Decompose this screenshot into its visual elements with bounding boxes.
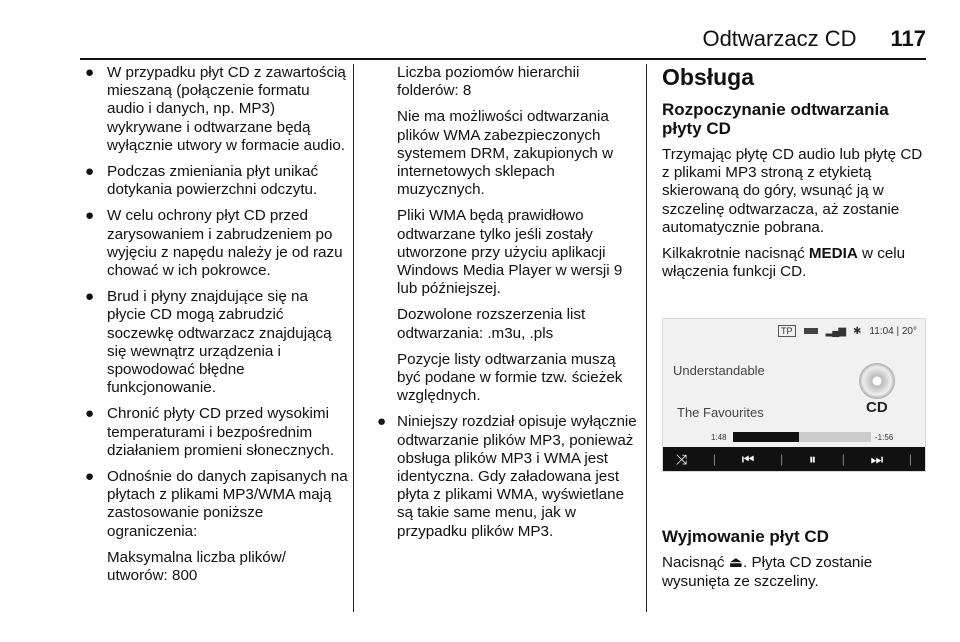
eject-icon: ⏏ <box>728 554 744 572</box>
clock: 11:04 <box>869 325 894 337</box>
column-divider <box>353 64 354 612</box>
playback-controls: ⤨ | ⏮ | ⏸ | ⏭ | <box>663 447 925 471</box>
paragraph: Liczba poziomów hierarchii folderów: 8 <box>397 64 580 100</box>
paragraph: Pozycje listy odtwarzania muszą być podane w formie tzw. ścieżek względnych. <box>397 350 623 405</box>
paragraph: Nie ma możliwości odtwarzania plików WMA zabezpieczonych systemem DRM, zakupionych w internetowych sklepach muzycznych. <box>397 108 614 199</box>
progress-fill <box>733 432 799 442</box>
bullet-list <box>80 64 350 541</box>
paragraph: Pliki WMA będą prawidłowo odtwarzane tylko jeśli zostały utworzone przy użyciu aplikacji Windows Media Player w wersji 9 lub późniejszej. <box>397 207 623 298</box>
column-1 <box>80 64 350 593</box>
battery-icon <box>804 328 818 334</box>
previous-icon[interactable]: ⏮ <box>741 450 755 467</box>
album-title: The Favourites <box>677 405 764 420</box>
paragraph: Trzymając płytę CD audio lub płytę CD z plikami MP3 stroną z etykietą skierowaną do góry, wsunąć ją w szczelinę odtwarzacza, aż zostanie automatycznie pobrana. <box>662 146 923 236</box>
list-item: ● Podczas zmieniania płyt unikać dotykania powierzchni odczytu. <box>85 163 319 199</box>
bluetooth-icon: ✱ <box>853 325 862 337</box>
subsection-heading: Wyjmowanie płyt CD <box>662 527 829 547</box>
paragraph: Nacisnąć ⏏. Płyta CD zostanie wysunięta ze szczeliny. <box>662 554 873 590</box>
chapter-title: Odtwarzacz CD <box>702 26 857 51</box>
temperature: 20° <box>901 325 917 337</box>
remaining-time: -1:56 <box>875 433 894 442</box>
list-item: ● Niniejszy rozdział opisuje wyłącznie odtwarzanie plików MP3, ponieważ obsługa plików MP3 i WMA jest identyczna. Gdy załadowana jest płyta z plikami WMA, wyświetlane są takie same menu, jak w przypadku plików MP3. <box>377 413 637 540</box>
list-item: ● W celu ochrony płyt CD przed zarysowaniem i zabrudzeniem po wyjęciu z napędu należy je od razu chować w ich pokrowce. <box>85 207 343 280</box>
paragraph: Maksymalna liczba plików/ utworów: 800 <box>107 548 286 585</box>
page-header <box>702 26 926 56</box>
section-heading: Obsługa <box>662 64 755 90</box>
media-key-label: MEDIA <box>808 245 858 263</box>
list-item: ● Brud i płyny znajdujące się na płycie CD mogą zabrudzić soczewkę odtwarzacz znajdującą się wewnątrz urządzenia i spowodować błędne funkcjonowanie. <box>85 288 332 397</box>
cd-disc-icon <box>859 363 895 399</box>
paragraph: Kilkakrotnie nacisnąć MEDIA w celu włączenia funkcji CD. <box>662 245 906 281</box>
column-divider <box>646 64 647 612</box>
status-bar: TP ▂▄▆ ✱ 11:04 | 20° <box>778 325 917 337</box>
list-item: ● Chronić płyty CD przed wysokimi temperaturami i bezpośrednim działaniem promieni słonecznych. <box>85 405 335 459</box>
paragraph: Dozwolone rozszerzenia list odtwarzania: .m3u, .pls <box>397 306 586 342</box>
bullet-list <box>370 413 638 540</box>
pause-icon[interactable]: ⏸ <box>808 450 816 467</box>
next-icon[interactable]: ⏭ <box>870 450 884 467</box>
source-label: CD <box>866 399 888 416</box>
tp-indicator: TP <box>778 325 796 337</box>
track-title: Understandable <box>673 363 765 378</box>
list-item: ● W przypadku płyt CD z zawartością mieszaną (połączenie formatu audio i danych, np. MP3) wykrywane i odtwarzane będą wyłącznie utwory w formacie audio. <box>85 64 346 154</box>
elapsed-time: 1:48 <box>711 433 727 442</box>
subsection-heading: Rozpoczynanie odtwarzania płyty CD <box>662 100 889 138</box>
shuffle-icon[interactable]: ⤨ <box>675 450 688 467</box>
cd-player-screen <box>662 318 926 472</box>
signal-icon: ▂▄▆ <box>825 325 846 337</box>
list-item: ● Odnośnie do danych zapisanych na płytach z plikami MP3/WMA mają zastosowanie poniższe ograniczenia: <box>85 468 348 540</box>
header-rule <box>80 58 926 60</box>
progress-bar[interactable] <box>733 432 871 442</box>
page-number: 117 <box>890 26 926 51</box>
column-2 <box>370 64 638 549</box>
